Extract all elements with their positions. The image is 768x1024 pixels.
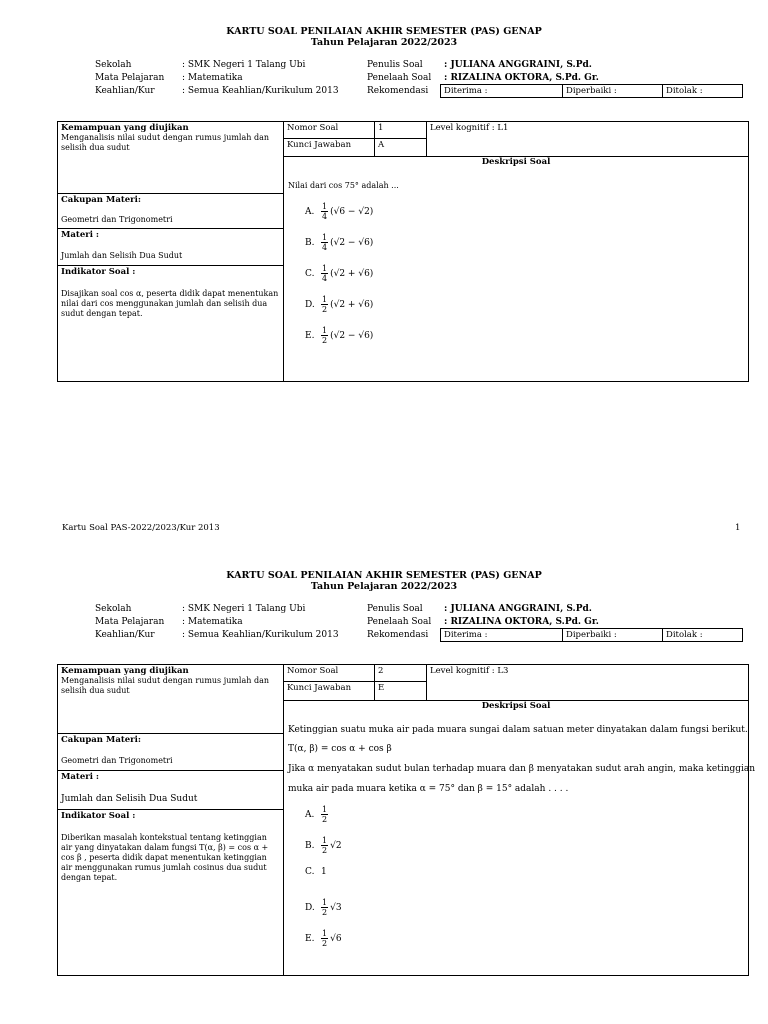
option-letter: A. xyxy=(305,206,315,217)
page-title: KARTU SOAL PENILAIAN AKHIR SEMESTER (PAS) GENAP xyxy=(226,570,542,581)
option-fraction xyxy=(321,295,328,314)
option-fraction xyxy=(321,805,328,824)
keahlian-label: Keahlian/Kur xyxy=(95,86,155,96)
sekolah-value: : SMK Negeri 1 Talang Ubi xyxy=(182,60,306,70)
nomor-value: 2 xyxy=(378,666,384,676)
fraction-denominator: 2 xyxy=(322,939,328,948)
page-title: KARTU SOAL PENILAIAN AKHIR SEMESTER (PAS) GENAP xyxy=(226,26,542,37)
fraction-denominator: 4 xyxy=(322,212,328,221)
question-text: Nilai dari cos 75° adalah ... xyxy=(288,181,399,190)
question-formula: T(α, β) = cos α + cos β xyxy=(288,744,392,754)
fraction-numerator: 1 xyxy=(322,929,328,938)
fraction-numerator: 1 xyxy=(322,202,328,211)
kunci-label-cell xyxy=(283,138,375,157)
materi-cell xyxy=(57,228,284,266)
option-fraction xyxy=(321,326,328,345)
fraction-numerator: 1 xyxy=(322,836,328,845)
answer-option xyxy=(305,867,327,877)
option-expression: (√2 − √6) xyxy=(330,330,374,341)
penelaah-label: Penelaah Soal xyxy=(367,617,432,627)
nomor-label: Nomor Soal xyxy=(287,123,339,133)
kunci-label-cell xyxy=(283,681,375,701)
kemampuan-text: Menganalisis nilai sudut dengan rumus jumlah dan selisih dua sudut xyxy=(61,133,269,152)
fraction-denominator: 2 xyxy=(322,815,328,824)
cakupan-text: Geometri dan Trigonometri xyxy=(61,756,173,765)
cakupan-label: Cakupan Materi: xyxy=(61,195,142,205)
materi-label: Materi : xyxy=(61,230,100,240)
mapel-value: : Matematika xyxy=(182,617,243,627)
option-fraction xyxy=(321,898,328,917)
option-letter: D. xyxy=(305,902,315,913)
diperbaiki-cell: Diperbaiki : xyxy=(563,629,663,641)
option-letter: A. xyxy=(305,809,315,820)
answer-option xyxy=(305,805,330,824)
nomor-label: Nomor Soal xyxy=(287,666,339,676)
nomor-label-cell xyxy=(283,664,375,682)
materi-text: Jumlah dan Selisih Dua Sudut xyxy=(61,794,198,804)
answer-option xyxy=(305,295,373,314)
option-fraction xyxy=(321,202,328,221)
fraction-numerator: 1 xyxy=(322,233,328,242)
option-letter: B. xyxy=(305,840,315,851)
option-letter: E. xyxy=(305,933,315,944)
level-label: Level kognitif : L1 xyxy=(430,123,509,133)
question-line-3: muka air pada muara ketika α = 75° dan β = 15° adalah . . . . xyxy=(288,784,569,794)
level-cell xyxy=(426,121,749,157)
penulis-label: Penulis Soal xyxy=(367,604,423,614)
option-letter: D. xyxy=(305,299,315,310)
nomor-label-cell xyxy=(283,121,375,139)
penelaah-value: : RIZALINA OKTORA, S.Pd. Gr. xyxy=(444,73,599,83)
kunci-value: A xyxy=(378,140,385,150)
penelaah-value: : RIZALINA OKTORA, S.Pd. Gr. xyxy=(444,617,599,627)
answer-option xyxy=(305,233,373,252)
fraction-denominator: 2 xyxy=(322,305,328,314)
option-letter: E. xyxy=(305,330,315,341)
rekomendasi-label: Rekomendasi xyxy=(367,630,429,640)
option-fraction xyxy=(321,264,328,283)
keahlian-label: Keahlian/Kur xyxy=(95,630,155,640)
option-letter: C. xyxy=(305,867,315,877)
option-expression: (√2 + √6) xyxy=(330,299,374,310)
kunci-label: Kunci Jawaban xyxy=(287,683,352,693)
indikator-cell xyxy=(57,809,284,976)
answer-option xyxy=(305,202,373,221)
fraction-denominator: 2 xyxy=(322,846,328,855)
materi-label: Materi : xyxy=(61,772,100,782)
deskripsi-label: Deskripsi Soal xyxy=(481,157,551,167)
option-expression: √3 xyxy=(330,902,342,913)
kunci-value-cell xyxy=(374,681,427,701)
keahlian-value: : Semua Keahlian/Kurikulum 2013 xyxy=(182,86,339,96)
question-line-1: Ketinggian suatu muka air pada muara sungai dalam satuan meter dinyatakan dalam fungsi berikut. xyxy=(288,725,748,735)
cakupan-cell xyxy=(57,193,284,229)
answer-option xyxy=(305,836,342,855)
fraction-denominator: 4 xyxy=(322,274,328,283)
rekomendasi-label: Rekomendasi xyxy=(367,86,429,96)
option-expression: (√2 + √6) xyxy=(330,268,374,279)
indikator-label: Indikator Soal : xyxy=(61,267,136,277)
indikator-cell xyxy=(57,265,284,382)
kemampuan-text: Menganalisis nilai sudut dengan rumus jumlah dan selisih dua sudut xyxy=(61,676,269,695)
footer-doc-code: Kartu Soal PAS-2022/2023/Kur 2013 xyxy=(62,523,220,533)
rekomendasi-box xyxy=(440,628,743,642)
kemampuan-label: Kemampuan yang diujikan xyxy=(61,666,189,676)
option-fraction xyxy=(321,929,328,948)
answer-option xyxy=(305,898,342,917)
answer-option xyxy=(305,264,373,283)
fraction-denominator: 4 xyxy=(322,243,328,252)
keahlian-value: : Semua Keahlian/Kurikulum 2013 xyxy=(182,630,339,640)
option-fraction xyxy=(321,836,328,855)
sekolah-value: : SMK Negeri 1 Talang Ubi xyxy=(182,604,306,614)
materi-text: Jumlah dan Selisih Dua Sudut xyxy=(61,251,183,260)
cakupan-cell xyxy=(57,733,284,771)
kemampuan-label: Kemampuan yang diujikan xyxy=(61,123,189,133)
mapel-label: Mata Pelajaran xyxy=(95,73,165,83)
sekolah-label: Sekolah xyxy=(95,60,132,70)
option-expression: (√6 − √2) xyxy=(330,206,374,217)
option-expression: (√2 − √6) xyxy=(330,237,374,248)
mapel-label: Mata Pelajaran xyxy=(95,617,165,627)
penulis-value: : JULIANA ANGGRAINI, S.Pd. xyxy=(444,604,592,614)
diterima-cell: Diterima : xyxy=(441,629,563,641)
deskripsi-cell xyxy=(283,700,749,976)
nomor-value-cell xyxy=(374,664,427,682)
fraction-numerator: 1 xyxy=(322,805,328,814)
option-expression: √6 xyxy=(330,933,342,944)
level-cell xyxy=(426,664,749,701)
fraction-denominator: 2 xyxy=(322,336,328,345)
fraction-numerator: 1 xyxy=(322,326,328,335)
penulis-value: : JULIANA ANGGRAINI, S.Pd. xyxy=(444,60,592,70)
cakupan-label: Cakupan Materi: xyxy=(61,735,142,745)
option-expression: 1 xyxy=(321,867,327,877)
deskripsi-label: Deskripsi Soal xyxy=(481,701,551,711)
diterima-cell: Diterima : xyxy=(441,85,563,97)
indikator-text: Disajikan soal cos α, peserta didik dapat menentukan nilai dari cos menggunakan jumlah dan selisih dua sudut dengan tepat. xyxy=(61,289,279,318)
cakupan-text: Geometri dan Trigonometri xyxy=(61,215,173,224)
answer-option xyxy=(305,929,342,948)
fraction-numerator: 1 xyxy=(322,898,328,907)
kunci-value: E xyxy=(378,683,385,693)
diperbaiki-cell: Diperbaiki : xyxy=(563,85,663,97)
kunci-label: Kunci Jawaban xyxy=(287,140,352,150)
mapel-value: : Matematika xyxy=(182,73,243,83)
kemampuan-cell xyxy=(57,121,284,194)
fraction-numerator: 1 xyxy=(322,264,328,273)
level-label: Level kognitif : L3 xyxy=(430,666,509,676)
fraction-numerator: 1 xyxy=(322,295,328,304)
penelaah-label: Penelaah Soal xyxy=(367,73,432,83)
sekolah-label: Sekolah xyxy=(95,604,132,614)
nomor-value-cell xyxy=(374,121,427,139)
fraction-denominator: 2 xyxy=(322,908,328,917)
page-subtitle: Tahun Pelajaran 2022/2023 xyxy=(310,37,458,48)
page-subtitle: Tahun Pelajaran 2022/2023 xyxy=(310,581,458,592)
question-line-2: Jika α menyatakan sudut bulan terhadap muara dan β menyatakan sudut arah angin, maka ketinggian xyxy=(288,764,756,774)
indikator-text: Diberikan masalah kontekstual tentang ketinggian air yang dinyatakan dalam fungsi T(α, β) = cos α + cos β , peserta didik dapat menentukan ketinggian air menggunakan rumus jumlah cosinus dua sudut dengan tepat. xyxy=(61,833,269,882)
kunci-value-cell xyxy=(374,138,427,157)
kemampuan-cell xyxy=(57,664,284,734)
rekomendasi-box xyxy=(440,84,743,98)
penulis-label: Penulis Soal xyxy=(367,60,423,70)
option-expression: √2 xyxy=(330,840,342,851)
nomor-value: 1 xyxy=(378,123,384,133)
option-fraction xyxy=(321,233,328,252)
materi-cell xyxy=(57,770,284,810)
ditolak-cell: Ditolak : xyxy=(666,86,703,96)
indikator-label: Indikator Soal : xyxy=(61,811,136,821)
ditolak-cell: Ditolak : xyxy=(666,630,703,640)
page-number: 1 xyxy=(735,523,741,533)
answer-option xyxy=(305,326,373,345)
option-letter: C. xyxy=(305,268,315,279)
option-letter: B. xyxy=(305,237,315,248)
